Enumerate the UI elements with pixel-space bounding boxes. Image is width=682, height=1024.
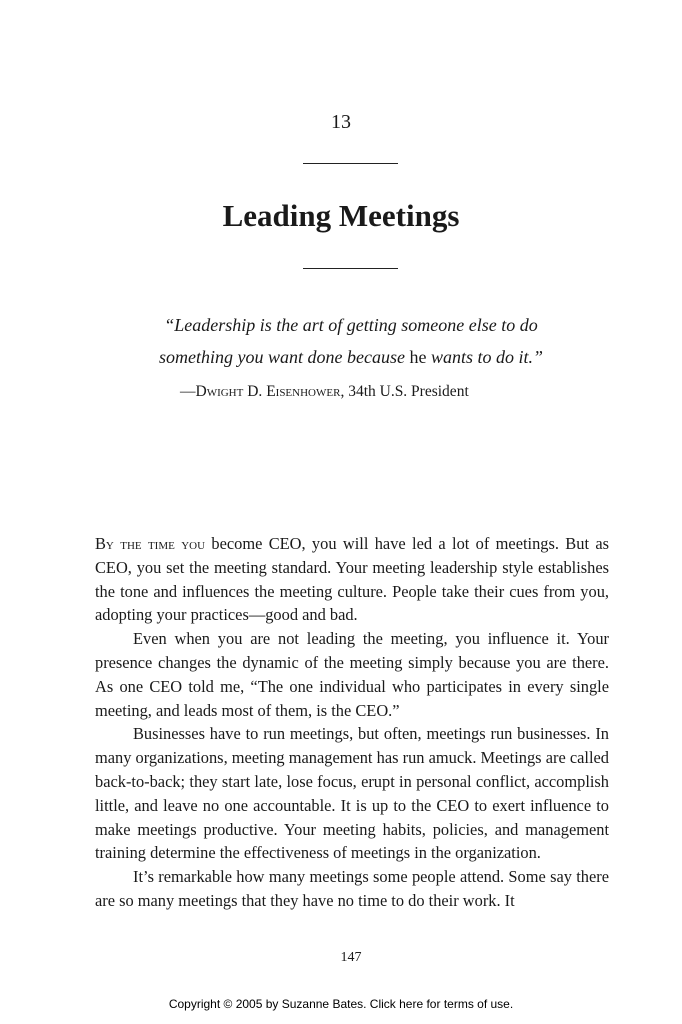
body-paragraph-1 [95, 532, 609, 627]
attribution-author-title: , 34th U.S. President [340, 383, 469, 400]
title-rule-top [303, 163, 398, 164]
epigraph-quote-text: wants to do it.” [426, 347, 543, 367]
epigraph-quote-line-2 [0, 346, 682, 368]
paragraph-text: become CEO, you will have led a lot of meetings. But as CEO, you set the meeting standard. Your meeting leadership style establishes the tone and influences the meeting culture. People take their cues from you, adopting your practices—good and bad. [95, 534, 609, 625]
epigraph-quote-text: something you want done because [159, 347, 410, 367]
chapter-title: Leading Meetings [222, 198, 460, 233]
copyright-terms-link[interactable]: Copyright © 2005 by Suzanne Bates. Click here for terms of use. [168, 997, 514, 1011]
page-number: 147 [340, 950, 362, 965]
attribution-dash: — [180, 383, 196, 400]
body-paragraph-3: Businesses have to run meetings, but often, meetings run businesses. In many organizations, meeting management has run amuck. Meetings are called back-to-back; they start late, lose focus, erupt in personal conflict, accomplish little, and leave no one accountable. It is up to the CEO to exert influence to make meetings productive. Your meeting habits, policies, and management training determine the effectiveness of meetings in the organization. [95, 724, 609, 863]
paragraph-lead-in: By the time you [95, 534, 206, 553]
attribution-author-initial: D. [243, 383, 267, 400]
epigraph-quote-line-1: “Leadership is the art of getting someone else to do [164, 315, 538, 335]
attribution-author-last: Eisenhower [266, 383, 341, 400]
title-rule-bottom [303, 268, 398, 269]
body-paragraph-4: It’s remarkable how many meetings some people attend. Some say there are so many meetings that they have no time to do their work. It [95, 867, 609, 910]
epigraph-emphasis-word: he [409, 347, 427, 367]
epigraph-attribution [180, 382, 469, 402]
attribution-author-first: Dwight [195, 383, 244, 400]
body-paragraph-2: Even when you are not leading the meeting, you influence it. Your presence changes the dynamic of the meeting simply because you are there. As one CEO told me, “The one individual who participates in every single meeting, and leads most of them, is the CEO.” [95, 629, 609, 720]
chapter-number: 13 [331, 111, 351, 133]
chapter-body [95, 532, 609, 913]
